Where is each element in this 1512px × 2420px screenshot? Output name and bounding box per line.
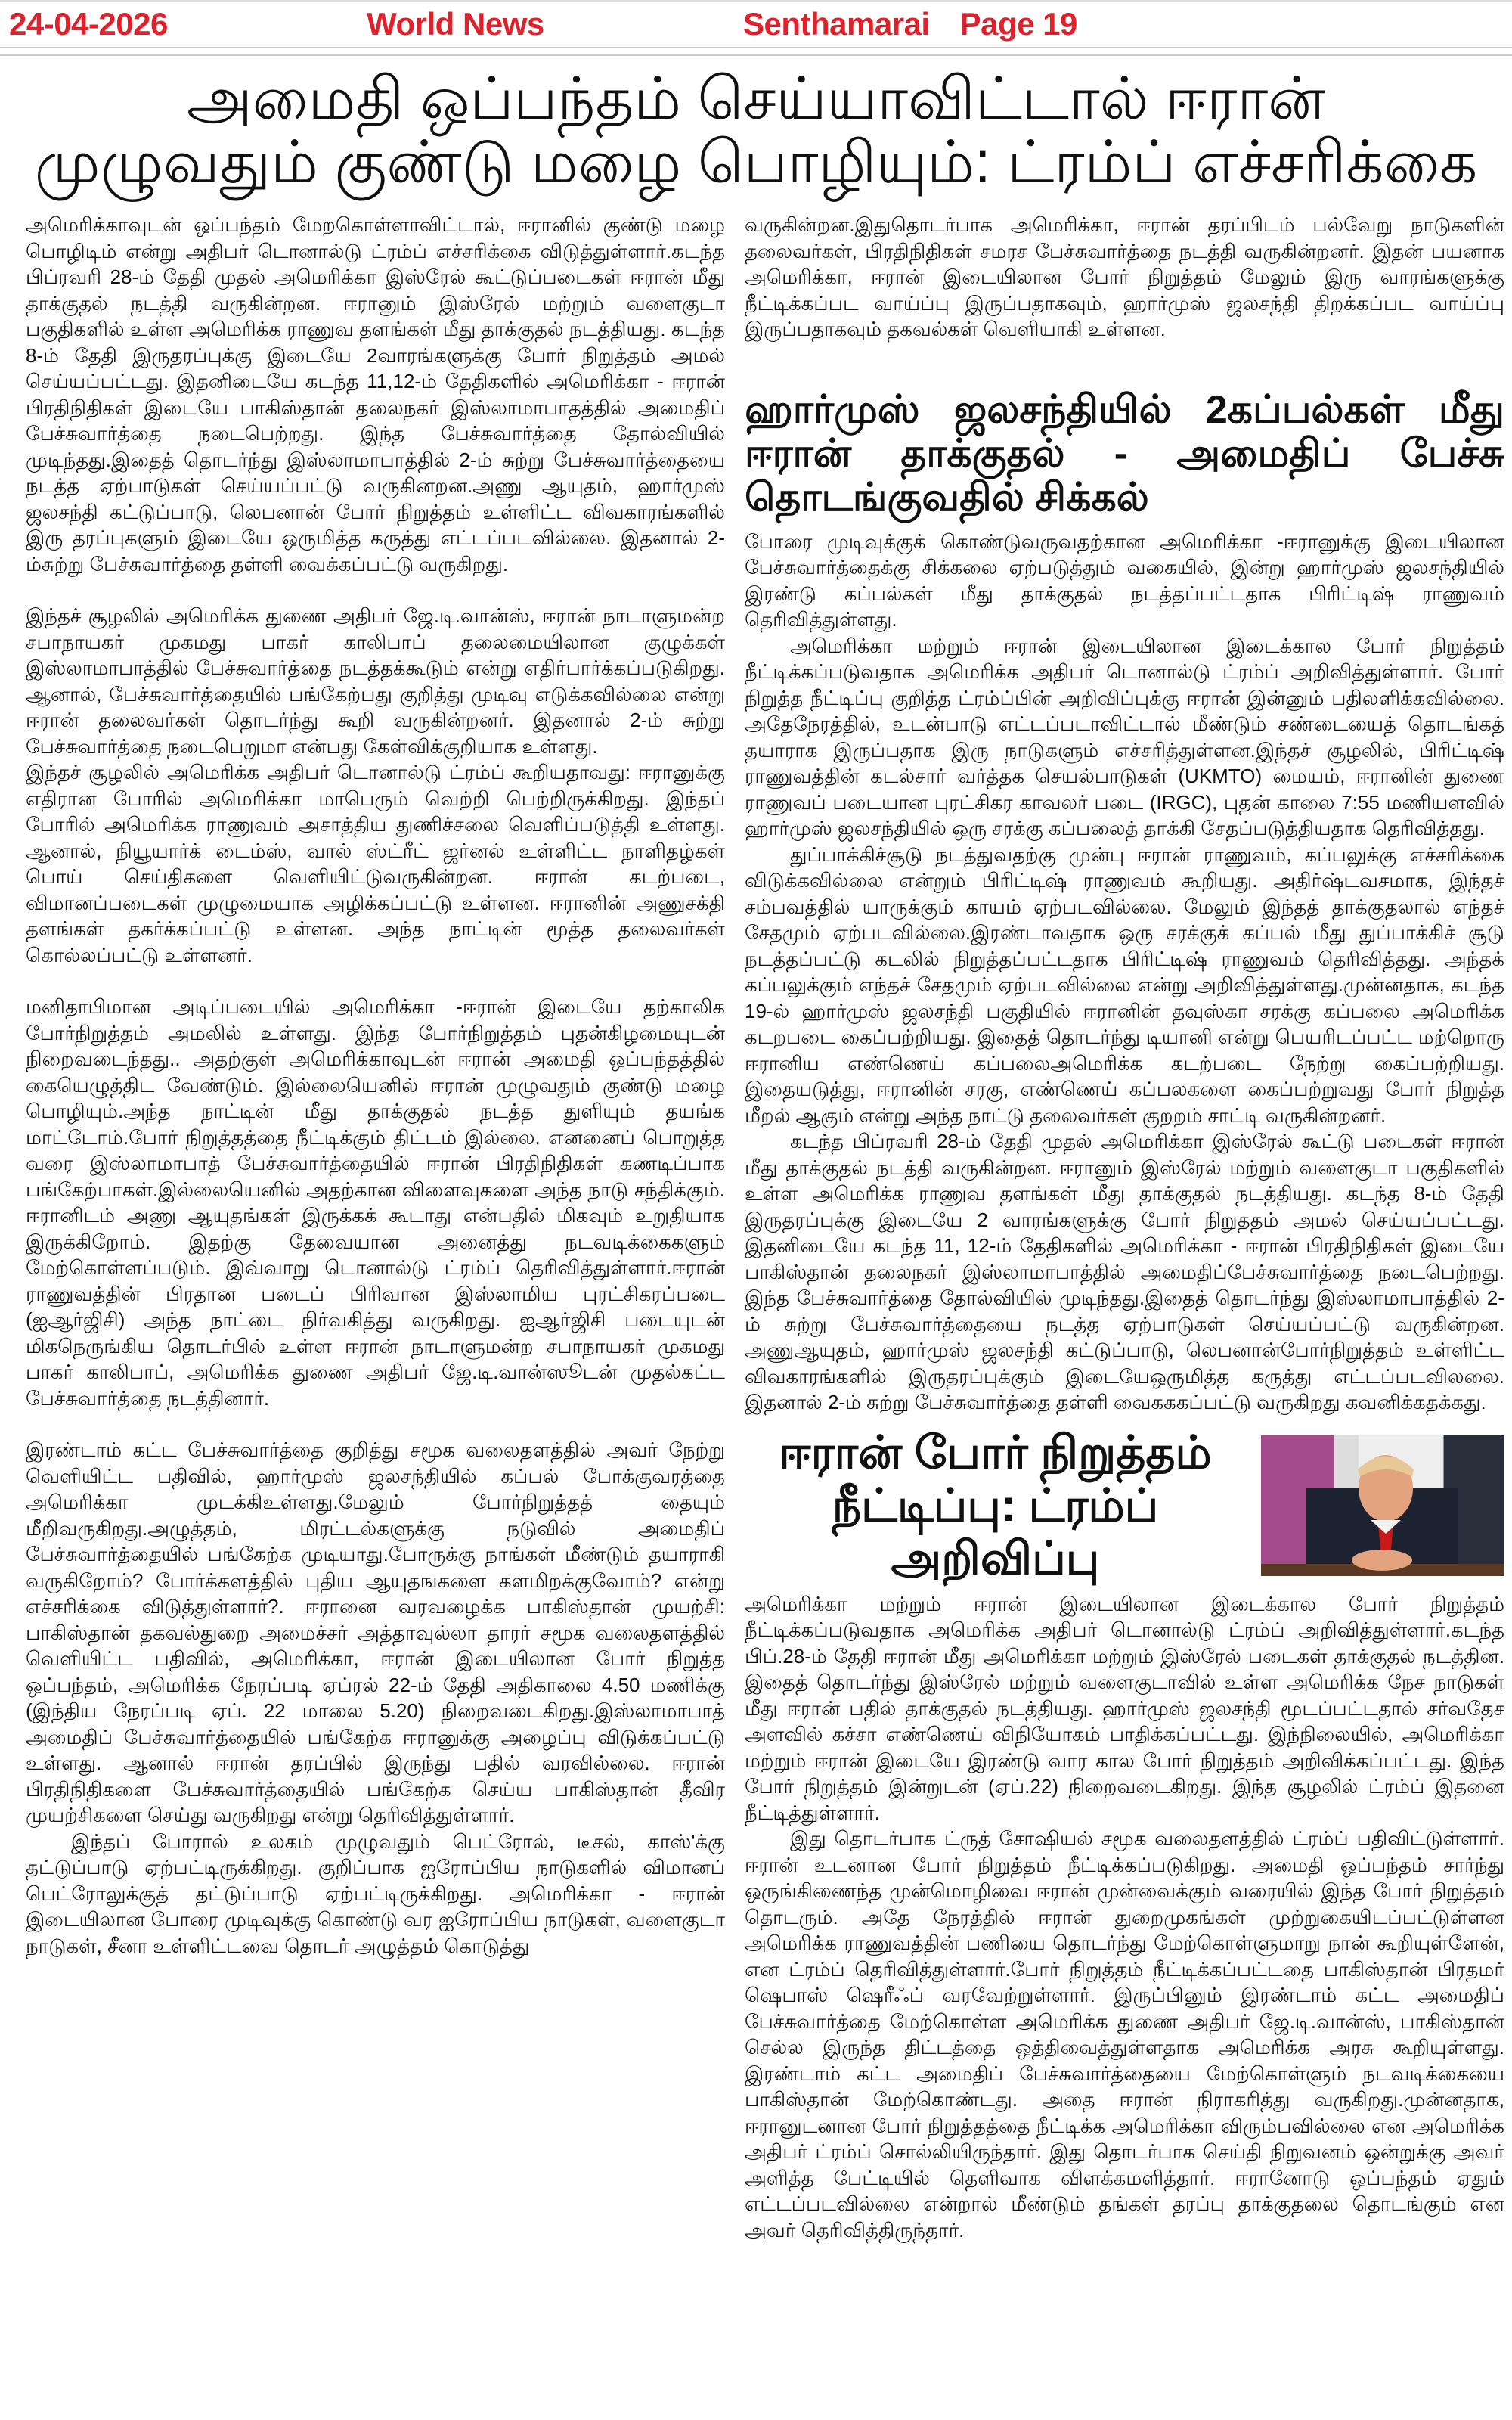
header-right [743, 6, 1503, 42]
story3-headline-line1: ஈரான் போர் நிறுத்தம் [779, 1426, 1212, 1478]
article-paragraph: இந்தப் போரால் உலகம் முழுவதும் பெட்ரோல், டீசல், காஸ்'க்கு தட்டுப்பாடு ஏற்பட்டிருக்கிறது. குறிப்பாக ஐரோப்பிய நாடுகளில் விமானப் பெட்ரோலுக்குத் தட்டுப்பாடு ஏற்பட்டிருக்கிறது. அமெரிக்கா - ஈரான் இடையிலான போரை முடிவுக்கு கொண்டு வர ஐரோப்பிய நாடுகள், வளைகுடா நாடுகள், சீனா உள்ளிட்டவை தொடர் அழுத்தம் கொடுத்து [26, 1829, 725, 1957]
article-paragraph: மனிதாபிமான அடிப்படையில் அமெரிக்கா -ஈரான் இடையே தற்காலிக போர்நிறுத்தம் அமலில் உள்ளது. இந்த போர்நிறுத்தம் புதன்கிழமையுடன் நிறைவடைந்தது.. அதற்குள் அமெரிக்காவுடன் ஈரான் அமைதி ஒப்பந்தத்தில் கையெழுத்திட வேண்டும். இல்லையெனில் ஈரான் முழுவதும் குண்டு மழை பொழியும்.அந்த நாட்டின் மீது தாக்குதல் நடத்த துளியும் தயங்க மாட்டோம்.போர் நிறுத்தத்தை நீட்டிக்கும் திட்டம் இல்லை. எனனைப் பொறுத்த வரை இஸ்லாமாபாத் பேச்சுவார்த்தையில் ஈரான் பிரதிநிதிகள் கணடிப்பாக பங்கேற்பாகள்.இல்லையெனில் அதற்கான விளைவுகளை அந்த நாடு சந்திக்கும். ஈரானிடம் அணு ஆயுதங்கள் இருக்கக் கூடாது என்பதில் மிகவும் உறுதியாக இருக்கிறோம். இதற்கு தேவையான அனைத்து நடவடிக்கைகளும் மேற்கொள்ளப்படும். இவ்வாறு டொனால்டு ட்ரம்ப் தெரிவித்துள்ளார்.ஈரான் ராணுவத்தின் பிரதான படைப் பிரிவான இஸ்லாமிய புரட்சிகரப்படை (ஐஆர்ஜிசி) அந்த நாட்டை நிர்வகித்து வருகிறது. ஐஆர்ஜிசி படையுடன் மிகநெருங்கிய தொடர்பில் உள்ள ஈரான் நாடாளுமன்ற சபாநாயகர் முகமது பாகர் காலிபாப், அமெரிக்க துணை அதிபர் ஜே.டி.வான்ஸூடன் முதல்கட்ட பேச்சுவார்த்தை நடத்தினார். [26, 995, 725, 1410]
right-column [745, 212, 1504, 2243]
left-column [26, 212, 725, 1959]
story2-body [745, 529, 1504, 1416]
main-headline-line1: அமைதி ஒப்பந்தம் செய்யாவிட்டால் ஈரான் [187, 65, 1325, 132]
article-paragraph: இந்தச் சூழலில் அமெரிக்க துணை அதிபர் ஜே.டி.வான்ஸ், ஈரான் நாடாளுமன்ற சபாநாயகர் முகமது பாகர் காலிபாப் தலைமையிலான குழுக்கள் இஸ்லாமாபாத்தில் பேச்சுவார்த்தை நடத்தக்கூடும் என்று எதிர்பார்க்கப்படுகிறது. ஆனால், பேச்சுவார்த்தையில் பங்கேற்பது குறித்து முடிவு எடுக்கவில்லை என்று ஈரான் தலைவர்கள் தொடர்ந்து கூறி வருகின்றனர். இதனால் 2-ம் சுற்று பேச்சுவார்த்தை நடைபெறுமா என்பது கேள்விக்குறியாக உள்ளது. இந்தச் சூழலில் அமெரிக்க அதிபர் டொனால்டு ட்ரம்ப் கூறியதாவது: ஈரானுக்கு எதிரான போரில் அமெரிக்கா மாபெரும் வெற்றி பெற்றிருக்கிறது. இந்தப் போரில் அமெரிக்க ராணுவம் அசாத்திய துணிச்சலை வெளிப்படுத்தி உள்ளது. ஆனால், நியூயார்க் டைம்ஸ், வால் ஸ்ட்ரீட் ஜர்னல் உள்ளிட்ட நாளிதழ்கள் பொய் செய்திகளை வெளியிட்டுவருகின்றன. ஈரான் கடற்படை, விமானப்படைகள் முழுமையாக அழிக்கப்பட்டு உள்ளன. ஈரானின் அணுசக்தி தளங்கள் தகர்க்கப்பட்டு உள்ளன. அந்த நாட்டின் மூத்த தலைவர்கள் கொல்லப்பட்டு உள்ளனர். [26, 604, 725, 966]
article-paragraph: அமெரிக்கா மற்றும் ஈரான் இடையிலான இடைக்கால போர் நிறுத்தம் நீட்டிக்கப்படுவதாக அமெரிக்க அதிபர் டொனால்டு ட்ரம்ப் அறிவித்துள்ளார். போர் நிறுத்த நீட்டிப்பு குறித்த ட்ரம்ப்பின் அறிவிப்புக்கு ஈரான் இன்னும் பதிலளிக்கவில்லை. அதேநேரத்தில், உடன்பாடு எட்டப்படாவிட்டால் மீண்டும் சண்டையைத் தொடங்கத் தயாராக இருப்பதாக இரு நாடுகளும் எச்சரித்துள்ளன.இந்தச் சூழலில், பிரிட்டிஷ் ராணுவத்தின் கடல்சார் வர்த்தக செயல்பாடுகள் (UKMTO) மையம், ஈரானின் துணை ராணுவப் படையான புரட்சிகர காவலர் படை (IRGC), புதன் காலை 7:55 மணியளவில் ஹார்முஸ் ஜலசந்தியில் ஒரு சரக்கு கப்பலைத் தாக்கி சேதப்படுத்தியதாக தெரிவித்தது. [745, 634, 1504, 839]
issue-date: 24-04-2026 [9, 6, 168, 42]
article-paragraph: அமெரிக்காவுடன் ஒப்பந்தம் மேறகொள்ளாவிட்டால், ஈரானில் குண்டு மழை பொழிடிம் என்று அதிபர் டொனால்டு ட்ரம்ப் எச்சரிக்கை விடுத்துள்ளார்.கடந்த பிப்ரவரி 28-ம் தேதி முதல் அமெரிக்கா இஸ்ரேல் கூட்டுப்படைகள் ஈரான் மீது தாக்குதல் நடத்தி வருகின்றன. ஈரானும் இஸ்ரேல் மற்றும் வளைகுடா பகுதிகளில் உள்ள அமெரிக்க ராணுவ தளங்கள் மீது தாக்குதல் நடத்தியது. கடந்த 8-ம் தேதி இருதரப்புக்கு இடையே 2வாரங்களுக்கு போர் நிறுத்தம் அமல் செய்யப்பட்டது. இதனிடையே கடந்த 11,12-ம் தேதிகளில் அமெரிக்கா - ஈரான் பிரதிநிதிகள் இடையே பாகிஸ்தான் தலைநகர் இஸ்லாமாபாதத்தில் அமைதிப் பேச்சுவார்த்தை நடைபெற்றது. இந்த பேச்சுவார்த்தை தோல்வியில் முடிந்தது.இதைத் தொடர்ந்து இஸ்லாமாபாத்தில் 2-ம் சுற்று பேச்சுவார்த்தையை நடத்த ஏற்பாடுகள் செய்யப்பட்டு வருகினறன.அணு ஆயுதம், ஹார்முஸ் ஜலசந்தி கட்டுப்பாடு, லெபனான் போர் நிறுத்தம் உள்ளிட்ட விவகாரங்களில் இரு தரப்புகளும் இடையே ஒருமித்த கருத்து எட்டப்படவில்லை. இதனால் 2-ம்சுற்று பேச்சுவார்த்தை தள்ளி வைக்கப்பட்டு வருகிறது. [26, 213, 725, 576]
main-headline [0, 56, 1512, 200]
article-paragraph: துப்பாக்கிச்சூடு நடத்துவதற்கு முன்பு ஈரான் ராணுவம், கப்பலுக்கு எச்சரிக்கை விடுக்கவில்லை என்றும் பிரிட்டிஷ் ராணுவம் கூறியது. அதிர்ஷ்டவசமாக, இந்தச் சம்பவத்தில் யாருக்கும் காயம் ஏற்படவில்லை. மேலும் இந்தத் தாக்குதலால் எந்தச் சேதமும் ஏற்படவில்லை.இரண்டாவதாக ஒரு சரக்குக் கப்பல் மீது துப்பாக்கிச் சூடு நடத்தப்பட்டு கடலில் நிறுத்தப்பட்டதாக பிரிட்டிஷ் ராணுவம் தெரிவித்தது. அந்தக் கப்பலுக்கும் எந்தச் சேதமும் ஏற்படவில்லை என்று அறிவித்துள்ளது.முன்னதாக, கடந்த 19-ல் ஹார்முஸ் ஜலசந்தி பகுதியில் ஈரானின் தவுஸ்கா சரக்கு கப்பலை அமெரிக்க கடறபடை கைப்பற்றியது. இதைத் தொடர்ந்து டியானி என்று பெயரிடப்பட்ட மற்றொரு ஈரானிய எண்ணெய் கப்பலைஅமெரிக்க கடற்படை நேற்று கைப்பற்றியது. இதையடுத்து, ஈரானின் சரகு, எண்ணெய் கப்பலகளை கைப்பற்றுவது போர் நிறுத்த மீறல் ஆகும் என்று அந்த நாட்டு தலைவர்கள் குறறம் சாட்டி வருகின்றனர். [745, 842, 1504, 1127]
story3-body [745, 1591, 1504, 2244]
page-header [0, 0, 1512, 48]
story2-headline: ஹார்முஸ் ஜலசந்தியில் 2கப்பல்கள் மீது ஈரான் தாக்குதல் - அமைதிப் பேச்சு தொடங்குவதில் சிக்கல் [745, 387, 1504, 520]
article-paragraph: இரண்டாம் கட்ட பேச்சுவார்த்தை குறித்து சமூக வலைதளத்தில் அவர் நேற்று வெளியிட்ட பதிவில், ஹார்முஸ் ஜலசந்தியில் கப்பல் போக்குவரத்தை அமெரிக்கா முடக்கிஉள்ளது.மேலும் போர்நிறுத்தத் தையும் மீறிவருகிறது.அழுத்தம், மிரட்டல்களுக்கு நடுவில் அமைதிப் பேச்சுவார்த்தையில் பங்கேற்க முடியாது.போருக்கு நாங்கள் மீண்டும் தயாராகி வருகிறோம்? போர்க்களத்தில் புதிய ஆயுதஙகளை களமிறக்குவோம்? என்று எச்சரிக்கை விடுத்துள்ளார்?. ஈரானை வரவழைக்க பாகிஸ்தான் முயற்சி: பாகிஸ்தான் தகவல்துறை அமைச்சர் அத்தாவுல்லா தாரர் சமூக வலைதளத்தில் வெளியிட்ட பதிவில், அமெரிக்கா, ஈரான் இடையிலான போர் நிறுத்த ஒப்பந்தம், அமெரிக்க நேரப்படி ஏப்ரல் 22-ம் தேதி அதிகாலை 4.50 மணிக்கு (இந்திய நேரப்படி ஏப். 22 மாலை 5.20) நிறைவடைகிறது.இஸ்லாமாபாத் அமைதிப் பேச்சுவார்த்தையில் பங்கேற்க ஈரானுக்கு அழைப்பு விடுக்கப்பட்டு உள்ளது. ஆனால் ஈரான் தரப்பில் இருந்து பதில் வரவில்லை. ஈரான் பிரதிநிதிகளை பேச்சுவார்த்தையில் பங்கேற்க செய்ய பாகிஸ்தான் தீவிர முயற்சிகளை செய்து வருகிறது என்று தெரிவித்துள்ளார். [26, 1438, 725, 1826]
story3-headline [745, 1426, 1246, 1585]
paper-name: Senthamarai [743, 6, 930, 42]
page-number: Page 19 [959, 6, 1077, 42]
trump-photo [1261, 1435, 1504, 1576]
article-columns [0, 200, 1512, 2258]
story3-header [745, 1426, 1504, 1585]
article-paragraph: வருகின்றன.இதுதொடர்பாக அமெரிக்கா, ஈரான் தரப்பிடம் பல்வேறு நாடுகளின் தலைவர்கள், பிரதிநிதிகள் சமரச பேச்சுவார்த்தை நடத்தி வருகின்றனர். இதன் பயனாக அமெரிக்கா, ஈரான் இடையிலான போர் நிறுத்தம் மேலும் இரு வாரங்களுக்கு நீட்டிக்கப்பட வாய்ப்பு இருப்பதாகவும், ஹார்முஸ் ஜலசந்தி திறக்கப்பட வாய்ப்பு இருப்பதாகவும் தகவல்கள் வெளியாகி உள்ளன. [745, 213, 1504, 340]
article-paragraph: போரை முடிவுக்குக் கொண்டுவருவதற்கான அமெரிக்கா -ஈரானுக்கு இடையிலான பேச்சுவார்த்தைக்கு சிக்கலை ஏற்படுத்தும் வகையில், இன்று ஹார்முஸ் ஜலசந்தியில் இரண்டு கப்பல்கள் மீது தாக்குதல் நடத்தப்பட்டதாக பிரிட்டிஷ் ராணுவம் தெரிவித்துள்ளது. [745, 529, 1504, 631]
article-paragraph: கடந்த பிப்ரவரி 28-ம் தேதி முதல் அமெரிக்கா இஸ்ரேல் கூட்டு படைகள் ஈரான் மீது தாக்குதல் நடத்தி வருகின்றன. ஈரானும் இஸ்ரேல் மற்றும் வளைகுடா பகுதிகளில் உள்ள அமெரிக்க ராணுவ தளங்கள் மீது தாக்குதல் நடத்தியது. கடந்த 8-ம் தேதி இருதரப்புக்கு இடையே 2 வாரங்களுக்கு போர் நிறுததம் அமல் செய்யப்பட்டது. இதனிடையே கடந்த 11, 12-ம் தேதிகளில் அமெரிக்கா - ஈரான் பிரதிநிதிகள் இடையே பாகிஸ்தான் தலைநகர் இஸ்லாமாபாத்தில் அமைதிப்பேச்சுவார்த்தை நடைபெற்றது. இந்த பேச்சுவார்த்தை தோல்வியில் முடிந்தது.இதைத் தொடர்ந்து இஸ்லாமாபாத்தில் 2-ம் சுற்று பேச்சுவார்த்தையை நடத்த ஏற்பாடுகள் செய்யப்பட்டு வருகின்றன. அணுஆயுதம், ஹார்முஸ் ஜலசந்தி கட்டுப்பாடு, லெபனான்போர்நிறுத்தம் உள்ளிட்ட விவகாரங்களில் இருதரப்புக்கும் இடையேஒருமித்த கருத்து எட்டப்படவிலலை. இதனால் 2-ம் சுற்று பேச்சுவார்த்தை தள்ளி வைகககப்பட்டு வருகிறது கவனிக்கதக்கது. [745, 1130, 1504, 1413]
story3-headline-line2: நீட்டிப்பு: ட்ரம்ப் அறிவிப்பு [832, 1479, 1159, 1584]
article-paragraph: அமெரிக்கா மற்றும் ஈரான் இடையிலான இடைக்கால போர் நிறுத்தம் நீட்டிக்கப்படுவதாக அமெரிக்க அதிபர் டொனால்டு ட்ரம்ப் அறிவித்துள்ளார்.கடந்த பிப்.28-ம் தேதி ஈரான் மீது அமெரிக்கா மற்றும் இஸ்ரேல் படைகள் தாக்குதல் நடத்தின. இதைத் தொடர்ந்து இஸ்ரேல் மற்றும் வளைகுடாவில் உள்ள அமெரிக்க நேச நாடுகள் மீது ஈரான் பதில் தாக்குதல் நடத்தியது. ஹார்முஸ் ஜலசந்தி மூடப்பட்டதால் சர்வதேச அளவில் கச்சா எண்ணெய் விநியோகம் பாதிக்கப்பட்டது. இந்நிலையில், அமெரிக்கா மற்றும் ஈரான் இடையே இரண்டு வார கால போர் நிறுத்தம் அறிவிக்கப்பட்டது. இந்த போர் நிறுத்தம் இன்றுடன் (ஏப்.22) நிறைவடைகிறது. இந்த சூழலில் ட்ரம்ப் இதனை நீட்டித்துள்ளார். [745, 1592, 1504, 1824]
section-title: World News [367, 6, 544, 42]
main-headline-line2: முழுவதும் குண்டு மழை பொழியும்: ட்ரம்ப் எச்சரிக்கை [34, 129, 1478, 195]
article-paragraph: இது தொடர்பாக ட்ருத் சோஷியல் சமூக வலைதளத்தில் ட்ரம்ப் பதிவிட்டுள்ளார். ஈரான் உடனான போர் நிறுத்தம் நீட்டிக்கப்படுகிறது. அமைதி ஒப்பந்தம் சார்ந்து ஒருங்கிணைந்த முன்மொழிவை ஈரான் முன்வைக்கும் வரையில் இந்த போர் நிறுத்தம் தொடரும். அதே நேரத்தில் ஈரான் துறைமுகங்கள் முற்றுகையிடப்பட்டுள்ளன அமெரிக்க ராணுவத்தின் பணியை தொடர்ந்து மேற்கொள்ளுமாறு நான் கூறியுள்ளேன், என ட்ரம்ப் தெரிவித்துள்ளார்.போர் நிறுத்தம் நீட்டிக்கப்பட்டதை பாகிஸ்தான் பிரதமர் ஷெபாஸ் ஷெரீஃப் வரவேற்றுள்ளார். இருப்பினும் இரண்டாம் கட்ட அமைதிப் பேச்சுவார்த்தை மேற்கொள்ள அமெரிக்க துணை அதிபர் ஜே.டி.வான்ஸ், பாகிஸ்தான் செல்ல இருந்த திட்டத்தை ஒத்திவைத்துள்ளதாக அமெரிக்க அரசு கூறியுள்ளது. இரண்டாம் கட்ட அமைதிப் பேச்சுவார்த்தையை மேற்கொள்ளும் நடவடிக்கையை பாகிஸ்தான் மேற்கொண்டது. அதை ஈரான் நிராகரித்து வருகிறது.முன்னதாக, ஈரானுடனான போர் நிறுத்தத்தை நீட்டிக்க அமெரிக்கா விரும்பவில்லை என அமெரிக்க அதிபர் ட்ரம்ப் சொல்லியிருந்தார். இது தொடர்பாக செய்தி நிறுவனம் ஒன்றுக்கு அவர் அளித்த பேட்டியில் தெளிவாக விளக்கமளித்தார். ஈரானோடு ஒப்பந்தம் ஏதும் எட்டப்படவில்லை என்றால் மீண்டும் தங்கள் தரப்பு தாக்குதலை தொடங்கும் என அவர் தெரிவித்திருந்தார். [745, 1827, 1504, 2242]
photo-illustration [1261, 1435, 1504, 1576]
